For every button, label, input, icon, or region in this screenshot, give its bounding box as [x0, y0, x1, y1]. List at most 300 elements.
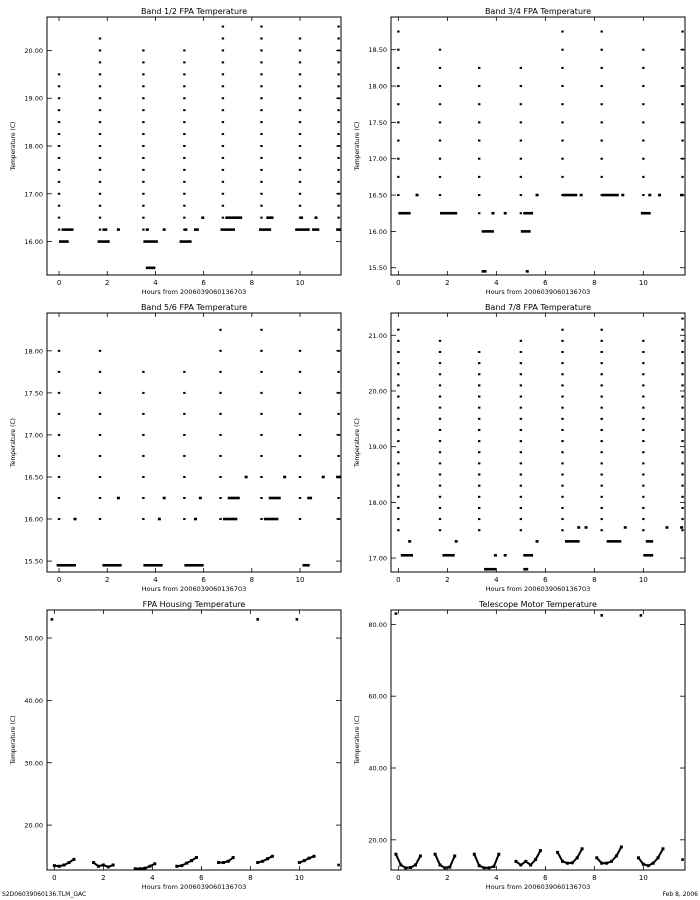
data-point: [397, 67, 399, 69]
data-point: [337, 49, 339, 51]
data-point: [183, 413, 185, 415]
data-point: [681, 31, 683, 33]
data-point: [478, 429, 480, 431]
data-segment: [680, 526, 683, 529]
data-segment: [665, 526, 668, 529]
data-point: [58, 350, 60, 352]
data-point: [299, 49, 301, 51]
chart-title: FPA Housing Temperature: [142, 600, 246, 609]
data-point: [561, 329, 563, 331]
data-point: [219, 518, 221, 520]
data-point: [601, 103, 603, 105]
data-point: [99, 97, 101, 99]
data-point: [642, 362, 644, 364]
data-point: [397, 529, 399, 531]
data-point: [439, 429, 441, 431]
data-point: [439, 507, 441, 509]
data-point: [520, 474, 522, 476]
data-point: [142, 205, 144, 207]
series-line: [416, 856, 421, 865]
data-point: [222, 205, 224, 207]
data-point: [439, 340, 441, 342]
x-tick-label: 6: [543, 874, 548, 882]
data-point: [642, 407, 644, 409]
data-point: [99, 121, 101, 123]
series-line: [607, 861, 612, 863]
y-tick-label: 80.00: [368, 620, 387, 629]
data-segment: [184, 228, 187, 231]
data-point: [260, 329, 262, 331]
data-point: [520, 529, 522, 531]
x-tick-label: 10: [638, 576, 648, 584]
data-segment: [201, 216, 204, 219]
series-line: [638, 858, 643, 864]
data-point: [397, 85, 399, 87]
data-point: [219, 329, 221, 331]
data-point: [642, 67, 644, 69]
data-point: [478, 396, 480, 398]
data-point: [439, 194, 441, 196]
chart-title: Band 3/4 FPA Temperature: [484, 7, 592, 16]
plot-frame: [391, 313, 685, 572]
data-point: [478, 121, 480, 123]
data-point: [397, 158, 399, 160]
data-point: [601, 340, 603, 342]
data-point: [183, 193, 185, 195]
data-segment: [194, 518, 197, 521]
data-point: [397, 496, 399, 498]
data-point: [478, 67, 480, 69]
data-point: [642, 396, 644, 398]
data-point: [299, 61, 301, 63]
data-point: [601, 49, 603, 51]
data-point: [681, 340, 683, 342]
data-point: [260, 61, 262, 63]
data-point: [561, 49, 563, 51]
data-point: [478, 158, 480, 160]
data-segment: [401, 554, 413, 557]
y-tick-label: 19.00: [368, 443, 387, 452]
chart-title: Band 7/8 FPA Temperature: [484, 303, 592, 312]
data-point: [439, 67, 441, 69]
data-point: [681, 396, 683, 398]
data-point: [397, 418, 399, 420]
data-point: [397, 351, 399, 353]
series-line: [258, 861, 263, 862]
data-segment: [484, 568, 496, 571]
series-line: [612, 856, 617, 861]
data-point: [99, 217, 101, 219]
data-point: [299, 371, 301, 373]
data-point: [478, 418, 480, 420]
data-point: [58, 217, 60, 219]
data-point: [520, 140, 522, 142]
x-axis-label: Hours from 2006039060136703: [141, 288, 247, 296]
data-point: [183, 205, 185, 207]
data-segment: [440, 212, 457, 215]
chart-panel: [354, 303, 685, 593]
data-point: [561, 440, 563, 442]
data-point: [601, 507, 603, 509]
data-point: [222, 217, 224, 219]
data-point: [337, 26, 339, 28]
data-point: [601, 451, 603, 453]
data-segment: [300, 216, 303, 219]
data-point: [183, 455, 185, 457]
data-segment: [322, 476, 325, 479]
series-line: [94, 863, 99, 867]
data-point: [642, 103, 644, 105]
data-point: [142, 193, 144, 195]
data-segment: [184, 564, 203, 567]
data-point: [439, 362, 441, 364]
data-point: [99, 371, 101, 373]
data-point: [561, 396, 563, 398]
data-point: [681, 429, 683, 431]
series-line: [177, 866, 182, 867]
data-point: [601, 351, 603, 353]
data-point: [642, 440, 644, 442]
data-point: [561, 462, 563, 464]
data-point: [642, 462, 644, 464]
data-point: [478, 176, 480, 178]
data-point: [99, 38, 101, 40]
data-point: [222, 169, 224, 171]
data-segment: [269, 497, 281, 500]
data-point: [478, 462, 480, 464]
data-point: [142, 145, 144, 147]
data-point: [439, 121, 441, 123]
data-point: [478, 351, 480, 353]
data-segment: [523, 568, 528, 571]
data-point: [478, 440, 480, 442]
data-point: [99, 518, 101, 520]
plot-frame: [391, 610, 685, 870]
data-point: [601, 462, 603, 464]
data-point: [478, 451, 480, 453]
data-segment: [266, 216, 273, 219]
data-point: [142, 169, 144, 171]
data-point: [520, 451, 522, 453]
data-point: [397, 329, 399, 331]
data-point: [601, 474, 603, 476]
data-point: [520, 351, 522, 353]
data-point: [299, 157, 301, 159]
y-tick-label: 17.00: [24, 190, 43, 199]
data-point: [478, 496, 480, 498]
data-segment: [607, 540, 622, 543]
data-point: [337, 181, 339, 183]
data-point: [260, 121, 262, 123]
data-segment: [680, 194, 683, 197]
data-point: [337, 97, 339, 99]
data-point: [260, 392, 262, 394]
data-point: [478, 194, 480, 196]
data-segment: [59, 240, 69, 243]
data-point: [642, 176, 644, 178]
data-point: [183, 85, 185, 87]
x-tick-label: 8: [248, 874, 253, 882]
data-point: [601, 85, 603, 87]
data-point: [222, 38, 224, 40]
data-point: [681, 858, 684, 861]
data-point: [222, 61, 224, 63]
x-tick-label: 10: [295, 279, 305, 287]
data-point: [142, 413, 144, 415]
data-point: [58, 497, 60, 499]
data-point: [397, 518, 399, 520]
data-point: [642, 507, 644, 509]
data-point: [260, 109, 262, 111]
data-point: [642, 429, 644, 431]
chart-panel: [354, 7, 685, 296]
data-segment: [163, 228, 166, 231]
plot-frame: [391, 17, 685, 275]
x-tick-label: 6: [201, 279, 206, 287]
data-segment: [163, 497, 166, 500]
series-line: [648, 863, 653, 866]
data-point: [601, 407, 603, 409]
data-point: [58, 518, 60, 520]
data-point: [478, 518, 480, 520]
plot-frame: [47, 17, 341, 275]
data-segment: [74, 518, 77, 521]
data-point: [520, 396, 522, 398]
x-tick-label: 2: [445, 279, 450, 287]
data-point: [337, 73, 339, 75]
data-point: [99, 193, 101, 195]
data-segment: [228, 497, 240, 500]
data-point: [601, 140, 603, 142]
series-line: [150, 864, 155, 866]
y-axis-label: Temperature (C): [354, 715, 361, 765]
data-point: [520, 507, 522, 509]
y-tick-label: 40.00: [368, 764, 387, 773]
y-tick-label: 17.50: [24, 389, 43, 398]
data-point: [439, 496, 441, 498]
x-tick-label: 2: [445, 874, 450, 882]
footer-date: Feb 8, 2006: [662, 891, 698, 898]
data-point: [601, 362, 603, 364]
data-point: [99, 169, 101, 171]
y-axis-label: Temperature (C): [10, 121, 17, 171]
data-point: [58, 181, 60, 183]
data-segment: [482, 270, 487, 273]
data-point: [142, 392, 144, 394]
y-tick-label: 16.50: [368, 191, 387, 200]
series-line: [69, 859, 74, 862]
x-axis-label: Hours from 2006039060136703: [141, 883, 247, 891]
data-segment: [295, 228, 309, 231]
data-point: [561, 384, 563, 386]
data-point: [561, 158, 563, 160]
data-point: [561, 140, 563, 142]
data-segment: [624, 526, 627, 529]
y-axis-label: Temperature (C): [354, 121, 361, 171]
data-point: [299, 181, 301, 183]
data-point: [681, 507, 683, 509]
data-point: [299, 455, 301, 457]
data-segment: [416, 194, 419, 197]
data-point: [520, 340, 522, 342]
series-line: [435, 854, 440, 865]
data-point: [642, 418, 644, 420]
data-point: [337, 497, 339, 499]
data-segment: [225, 216, 242, 219]
data-point: [99, 73, 101, 75]
data-point: [681, 462, 683, 464]
data-point: [58, 434, 60, 436]
data-point: [439, 176, 441, 178]
data-point: [222, 145, 224, 147]
data-segment: [398, 212, 410, 215]
data-point: [601, 396, 603, 398]
data-point: [397, 407, 399, 409]
series-line: [489, 866, 494, 867]
data-point: [397, 384, 399, 386]
data-point: [561, 418, 563, 420]
data-point: [561, 340, 563, 342]
series-line: [182, 863, 187, 865]
data-point: [99, 61, 101, 63]
data-segment: [199, 497, 202, 500]
data-point: [439, 529, 441, 531]
data-point: [142, 476, 144, 478]
data-point: [561, 67, 563, 69]
data-point: [397, 140, 399, 142]
data-segment: [180, 240, 192, 243]
series-line: [643, 864, 648, 865]
data-point: [439, 351, 441, 353]
data-point: [142, 133, 144, 135]
x-tick-label: 10: [295, 576, 305, 584]
data-point: [397, 451, 399, 453]
data-point: [299, 38, 301, 40]
chart-title: Band 1/2 FPA Temperature: [140, 7, 248, 16]
series-line: [577, 849, 582, 858]
data-segment: [146, 228, 149, 231]
data-point: [601, 529, 603, 531]
data-point: [299, 476, 301, 478]
data-point: [99, 455, 101, 457]
data-point: [681, 318, 683, 320]
x-tick-label: 10: [294, 874, 304, 882]
data-point: [260, 455, 262, 457]
y-tick-label: 18.00: [24, 347, 43, 356]
data-point: [299, 392, 301, 394]
data-point: [337, 455, 339, 457]
data-point: [337, 205, 339, 207]
data-point: [397, 462, 399, 464]
data-point: [681, 440, 683, 442]
x-tick-label: 6: [201, 576, 206, 584]
data-point: [183, 169, 185, 171]
data-point: [601, 384, 603, 386]
data-point: [260, 85, 262, 87]
data-point: [296, 618, 299, 621]
data-point: [601, 496, 603, 498]
x-axis-label: Hours from 2006039060136703: [485, 883, 591, 891]
series-line: [304, 858, 309, 860]
y-tick-label: 16.00: [24, 238, 43, 247]
chart-panel: [10, 7, 341, 296]
series-line: [299, 861, 304, 863]
data-point: [478, 485, 480, 487]
data-point: [397, 373, 399, 375]
data-point: [561, 351, 563, 353]
data-point: [397, 340, 399, 342]
data-segment: [565, 540, 580, 543]
data-segment: [602, 194, 619, 197]
data-point: [439, 440, 441, 442]
data-point: [601, 158, 603, 160]
data-point: [642, 140, 644, 142]
data-point: [58, 229, 60, 231]
data-point: [142, 518, 144, 520]
data-point: [520, 429, 522, 431]
y-axis-label: Temperature (C): [354, 418, 361, 467]
x-tick-label: 10: [638, 874, 648, 882]
data-point: [337, 38, 339, 40]
x-tick-label: 4: [494, 874, 499, 882]
series-line: [187, 861, 192, 863]
data-segment: [577, 526, 580, 529]
data-point: [299, 193, 301, 195]
data-point: [520, 407, 522, 409]
x-tick-label: 8: [592, 874, 597, 882]
data-point: [99, 350, 101, 352]
data-point: [520, 496, 522, 498]
y-tick-label: 18.50: [368, 46, 387, 55]
data-point: [601, 429, 603, 431]
data-segment: [143, 564, 162, 567]
data-point: [681, 158, 683, 160]
data-point: [58, 121, 60, 123]
data-segment: [194, 228, 199, 231]
data-point: [397, 485, 399, 487]
data-point: [478, 373, 480, 375]
data-point: [183, 371, 185, 373]
data-segment: [283, 476, 286, 479]
series-line: [54, 866, 59, 867]
data-point: [337, 169, 339, 171]
data-point: [299, 434, 301, 436]
data-point: [642, 49, 644, 51]
data-point: [219, 350, 221, 352]
data-point: [260, 350, 262, 352]
x-tick-label: 2: [105, 279, 110, 287]
data-point: [337, 350, 339, 352]
series-line: [411, 865, 416, 868]
data-point: [520, 518, 522, 520]
data-point: [478, 384, 480, 386]
x-tick-label: 6: [199, 874, 204, 882]
x-tick-label: 4: [494, 576, 499, 584]
x-tick-label: 0: [396, 576, 401, 584]
data-segment: [158, 518, 161, 521]
data-segment: [117, 497, 120, 500]
data-segment: [314, 216, 317, 219]
data-segment: [646, 540, 653, 543]
data-point: [260, 169, 262, 171]
plot-frame: [47, 313, 341, 572]
data-point: [99, 392, 101, 394]
series-line: [479, 866, 484, 868]
series-line: [572, 858, 577, 863]
data-segment: [526, 270, 529, 273]
data-point: [439, 140, 441, 142]
data-point: [222, 121, 224, 123]
